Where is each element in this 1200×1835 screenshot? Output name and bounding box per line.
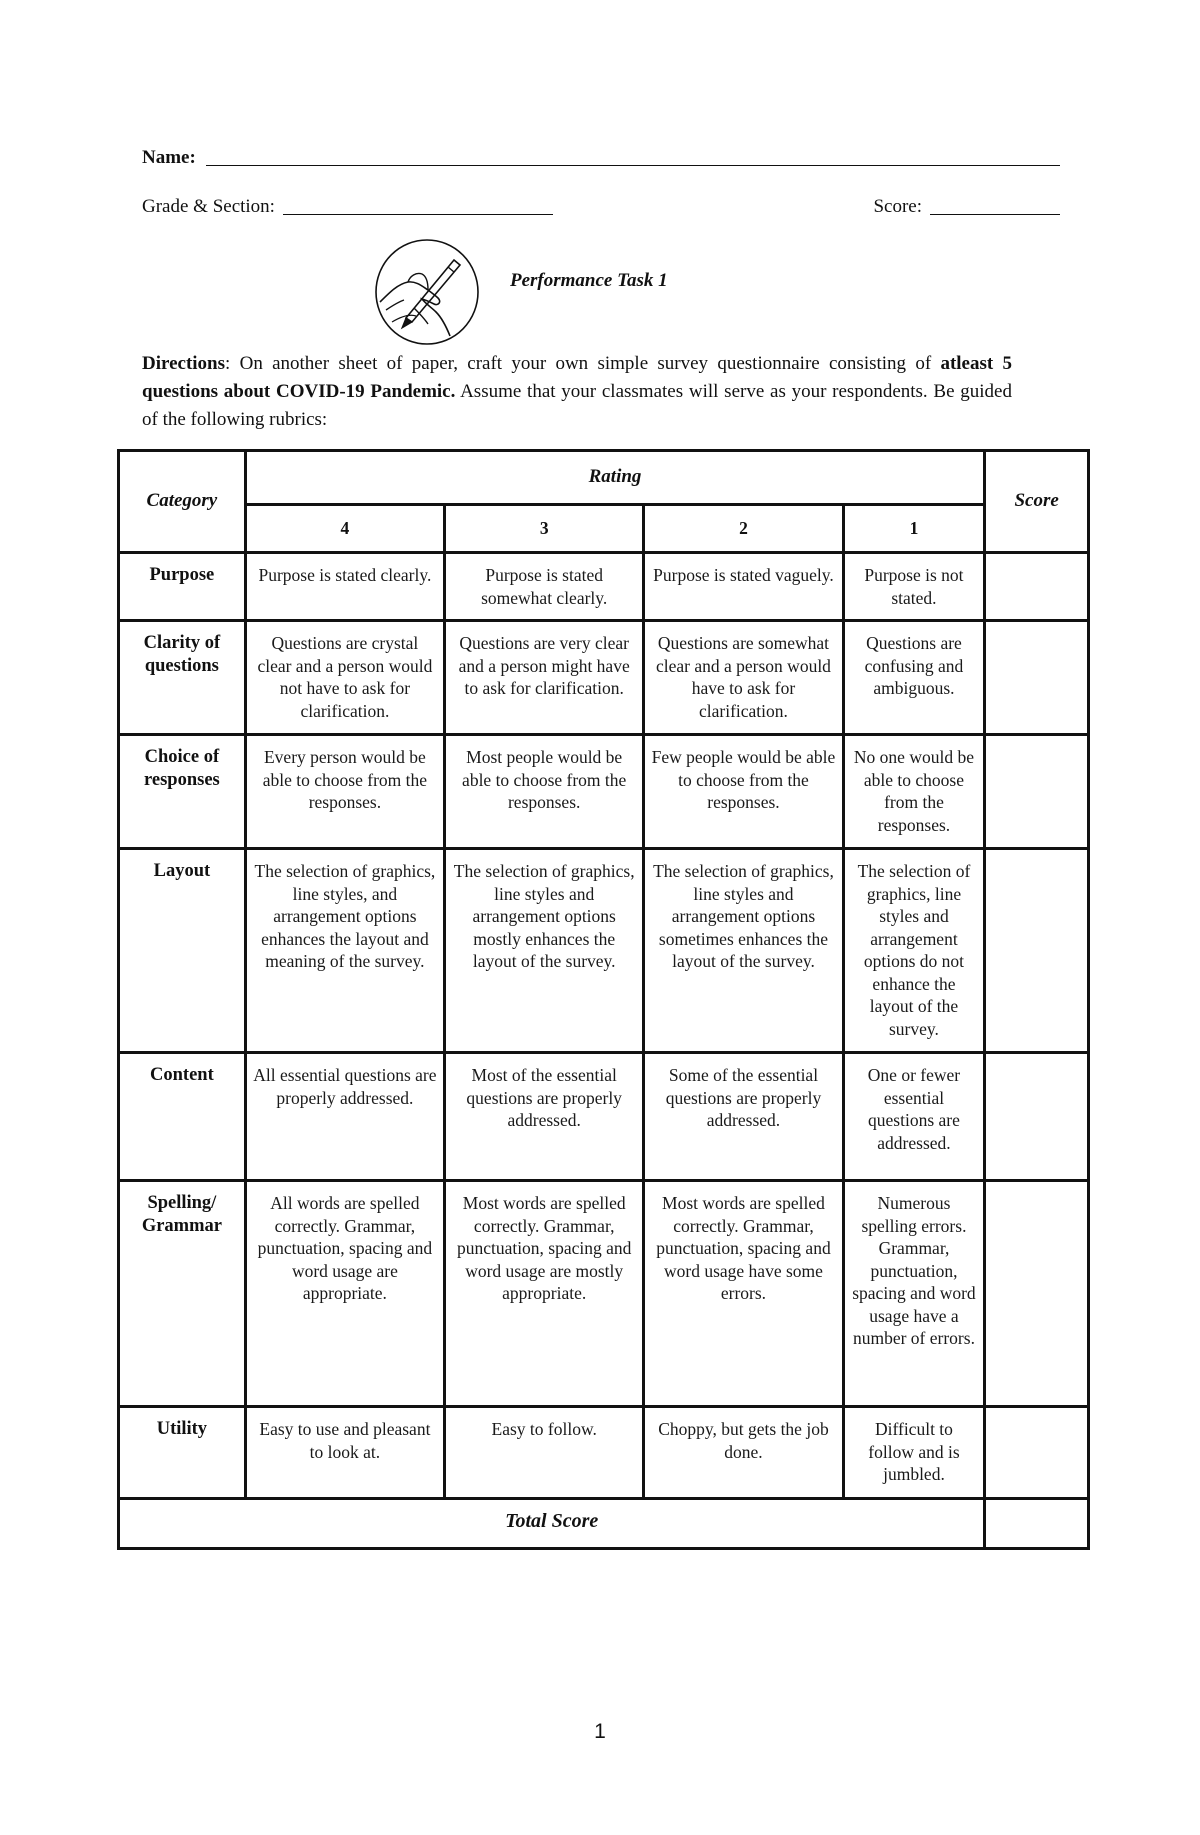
rating-2-header: 2 <box>644 505 843 553</box>
rating-cell: The selection of graphics, line styles and arrangement options do not enhance the layout of the survey. <box>843 849 985 1053</box>
category-cell: Utility <box>119 1407 246 1499</box>
category-cell: Clarity of questions <box>119 621 246 735</box>
category-cell: Content <box>119 1053 246 1181</box>
rating-header: Rating <box>245 451 985 505</box>
rating-cell: Every person would be able to choose from the responses. <box>245 735 444 849</box>
score-label: Score: <box>873 196 922 217</box>
category-cell: Choice of responses <box>119 735 246 849</box>
total-score-cell <box>985 1499 1089 1549</box>
score-header: Score <box>985 451 1089 553</box>
rating-cell: Purpose is stated vaguely. <box>644 553 843 621</box>
rating-cell: Most people would be able to choose from the responses. <box>445 735 644 849</box>
rating-cell: Purpose is stated clearly. <box>245 553 444 621</box>
table-row <box>119 735 1089 849</box>
rating-cell: Few people would be able to choose from the responses. <box>644 735 843 849</box>
rating-cell: All words are spelled correctly. Grammar, punctuation, spacing and word usage are appropriate. <box>245 1181 444 1407</box>
rating-cell: Easy to follow. <box>445 1407 644 1499</box>
rating-cell: The selection of graphics, line styles, and arrangement options enhances the layout and meaning of the survey. <box>245 849 444 1053</box>
rating-4-header: 4 <box>245 505 444 553</box>
category-cell: Layout <box>119 849 246 1053</box>
grade-field <box>142 196 553 218</box>
name-blank <box>206 164 1060 166</box>
rating-cell: Questions are very clear and a person might have to ask for clarification. <box>445 621 644 735</box>
rating-cell: Questions are somewhat clear and a person would have to ask for clarification. <box>644 621 843 735</box>
score-cell <box>985 735 1089 849</box>
grade-score-row <box>142 192 1060 218</box>
directions-paragraph <box>142 350 1012 434</box>
name-row <box>142 143 1060 169</box>
rating-cell: No one would be able to choose from the responses. <box>843 735 985 849</box>
rating-cell: One or fewer essential questions are addressed. <box>843 1053 985 1181</box>
total-score-label: Total Score <box>119 1499 985 1549</box>
score-blank <box>930 213 1060 215</box>
rating-cell: All essential questions are properly addressed. <box>245 1053 444 1181</box>
table-row <box>119 553 1089 621</box>
table-header-row <box>119 451 1089 505</box>
score-cell <box>985 1181 1089 1407</box>
table-row <box>119 1181 1089 1407</box>
rating-3-header: 3 <box>445 505 644 553</box>
directions-text-2: Assume that your classmates will serve as your respondents. Be guided of the following rubrics: <box>142 381 1012 430</box>
rating-cell: Numerous spelling errors. Grammar, punctuation, spacing and word usage have a number of errors. <box>843 1181 985 1407</box>
rating-cell: Purpose is stated somewhat clearly. <box>445 553 644 621</box>
rating-cell: Most words are spelled correctly. Grammar, punctuation, spacing and word usage have some errors. <box>644 1181 843 1407</box>
grade-label: Grade & Section: <box>142 196 275 217</box>
table-row <box>119 621 1089 735</box>
score-field <box>873 196 1060 218</box>
directions-text-1: : On another sheet of paper, craft your own simple survey questionnaire consisting of <box>225 353 941 374</box>
grade-blank <box>283 213 553 215</box>
category-header: Category <box>119 451 246 553</box>
rubric-table <box>117 449 1090 1550</box>
task-title: Performance Task 1 <box>510 270 668 291</box>
table-row <box>119 849 1089 1053</box>
score-cell <box>985 553 1089 621</box>
total-row <box>119 1499 1089 1549</box>
rating-1-header: 1 <box>843 505 985 553</box>
rating-cell: Most of the essential questions are properly addressed. <box>445 1053 644 1181</box>
rating-cell: Most words are spelled correctly. Grammar, punctuation, spacing and word usage are mostly appropriate. <box>445 1181 644 1407</box>
rating-cell: Questions are crystal clear and a person would not have to ask for clarification. <box>245 621 444 735</box>
score-cell <box>985 849 1089 1053</box>
category-cell: Spelling/ Grammar <box>119 1181 246 1407</box>
directions-bold-text: atleast 5 questions about COVID-19 Pandemic. <box>142 353 1012 402</box>
rating-cell: Easy to use and pleasant to look at. <box>245 1407 444 1499</box>
rating-cell: Purpose is not stated. <box>843 553 985 621</box>
name-label: Name: <box>142 147 196 168</box>
table-row <box>119 1053 1089 1181</box>
category-cell: Purpose <box>119 553 246 621</box>
rating-cell: Difficult to follow and is jumbled. <box>843 1407 985 1499</box>
rating-values-row <box>119 505 1089 553</box>
hand-writing-icon <box>372 236 482 348</box>
score-cell <box>985 621 1089 735</box>
page-number: 1 <box>594 1720 606 1743</box>
table-row <box>119 1407 1089 1499</box>
rating-cell: Questions are confusing and ambiguous. <box>843 621 985 735</box>
rating-cell: Some of the essential questions are properly addressed. <box>644 1053 843 1181</box>
score-cell <box>985 1053 1089 1181</box>
rating-cell: The selection of graphics, line styles and arrangement options mostly enhances the layout of the survey. <box>445 849 644 1053</box>
score-cell <box>985 1407 1089 1499</box>
rating-cell: Choppy, but gets the job done. <box>644 1407 843 1499</box>
rating-cell: The selection of graphics, line styles and arrangement options sometimes enhances the layout of the survey. <box>644 849 843 1053</box>
directions-label: Directions <box>142 353 226 374</box>
